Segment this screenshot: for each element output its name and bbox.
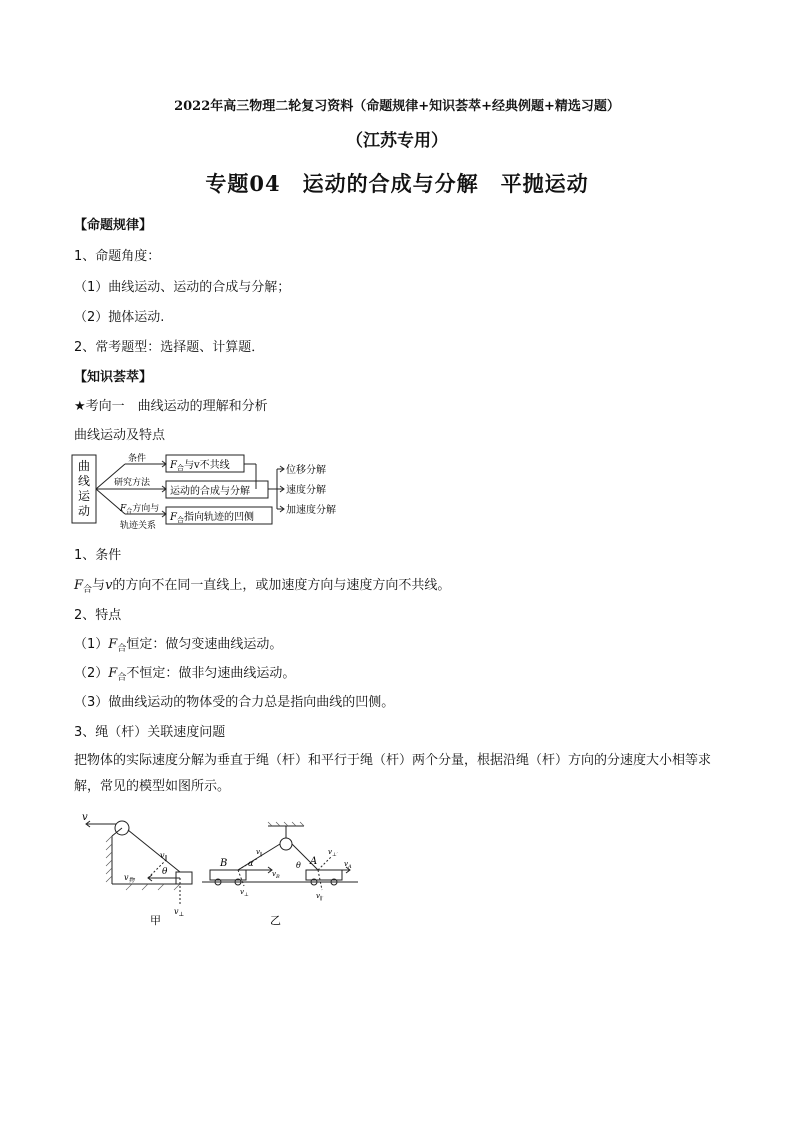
paragraph: （3）做曲线运动的物体受的合力总是指向曲线的凹侧。 <box>74 695 395 710</box>
paragraph: 2、常考题型：选择题、计算题． <box>74 340 265 355</box>
diagram-root-char: 运 <box>77 489 91 503</box>
label-v-perp: $v_\perp$ <box>174 907 185 918</box>
label-A: A <box>310 856 318 867</box>
paragraph: 1、条件 <box>74 548 122 563</box>
figure-caption: 乙 <box>270 914 281 926</box>
label-v: v <box>82 812 88 823</box>
cart-b <box>210 870 246 880</box>
paragraph: （2）抛体运动. <box>74 310 165 325</box>
section-heading-knowledge: 【知识荟萃】 <box>74 370 153 385</box>
diagram-root-char: 曲 <box>77 459 91 473</box>
figure-caption: 甲 <box>150 914 161 926</box>
label-v-object: $v_物$ <box>124 873 135 884</box>
diagram-root-char: 线 <box>77 474 91 488</box>
paragraph: $F_合$与v的方向不在同一直线上，或加速度方向与速度方向不共线。 <box>74 578 451 595</box>
diagram-output-label: 加速度分解 <box>286 505 336 516</box>
figure-yi <box>200 820 360 926</box>
page-title: 专题04 运动的合成与分解 平抛运动 <box>205 171 589 196</box>
paragraph: 2、特点 <box>74 608 122 623</box>
paragraph: $(1)F_合$恒定：做匀变速曲线运动。 <box>74 637 283 654</box>
paragraph: ★考向一 曲线运动的理解和分析 <box>74 399 268 414</box>
document-header: 2022年高三物理二轮复习资料（命题规律+知识荟萃+经典例题+精选习题） <box>174 99 620 114</box>
paragraph: 1、命题角度： <box>74 249 161 264</box>
label-v-parallel-right: $v_{\parallel'}$ <box>316 892 324 902</box>
paragraph: 3、绳（杆）关联速度问题 <box>74 725 226 740</box>
diagram-output-label: 位移分解 <box>286 465 326 476</box>
paragraph: 把物体的实际速度分解为垂直于绳（杆）和平行于绳（杆）两个分量，根据沿绳（杆）方向的分速度大小相等求解，常见的模型如图所示。 <box>74 753 712 794</box>
document-subheader: （江苏专用） <box>346 131 448 151</box>
label-B: B <box>220 858 228 869</box>
label-v-perp-right: $v_{\perp'}$ <box>328 848 338 858</box>
diagram-box-label: $F_合$指向轨迹的凹侧 <box>170 512 254 524</box>
label-alpha: α <box>248 859 254 868</box>
label-theta: θ <box>162 867 168 877</box>
paragraph: $(2)F_合$不恒定：做非匀速曲线运动。 <box>74 666 296 683</box>
label-v-B: $v_B$ <box>272 870 280 880</box>
label-v-A: $v_A$ <box>344 860 352 870</box>
paragraph: 曲线运动及特点 <box>74 428 166 443</box>
paragraph: （1）曲线运动、运动的合成与分解； <box>74 280 291 295</box>
cart-a <box>306 870 342 880</box>
diagram-branch-label: 条件 <box>128 454 147 464</box>
section-heading-rules: 【命题规律】 <box>74 218 153 233</box>
figure-jia <box>76 808 196 926</box>
diagram-branch-label: 研究方法 <box>114 478 151 488</box>
concept-diagram <box>70 450 360 538</box>
diagram-output-label: 速度分解 <box>286 485 326 496</box>
diagram-root-char: 动 <box>77 504 91 518</box>
label-theta: θ <box>296 861 301 870</box>
diagram-branch-label: 轨迹关系 <box>120 521 157 531</box>
diagram-branch-label: $F_合$方向与 <box>120 504 160 515</box>
diagram-box-label: $F_合$与v不共线 <box>170 460 230 472</box>
label-v-parallel: $v_\parallel$ <box>160 851 168 862</box>
diagram-box-label: 运动的合成与分解 <box>170 486 250 497</box>
label-v-parallel-left: $v_\parallel$ <box>256 848 263 858</box>
label-v-perp-left: $v_\perp$ <box>240 888 249 898</box>
